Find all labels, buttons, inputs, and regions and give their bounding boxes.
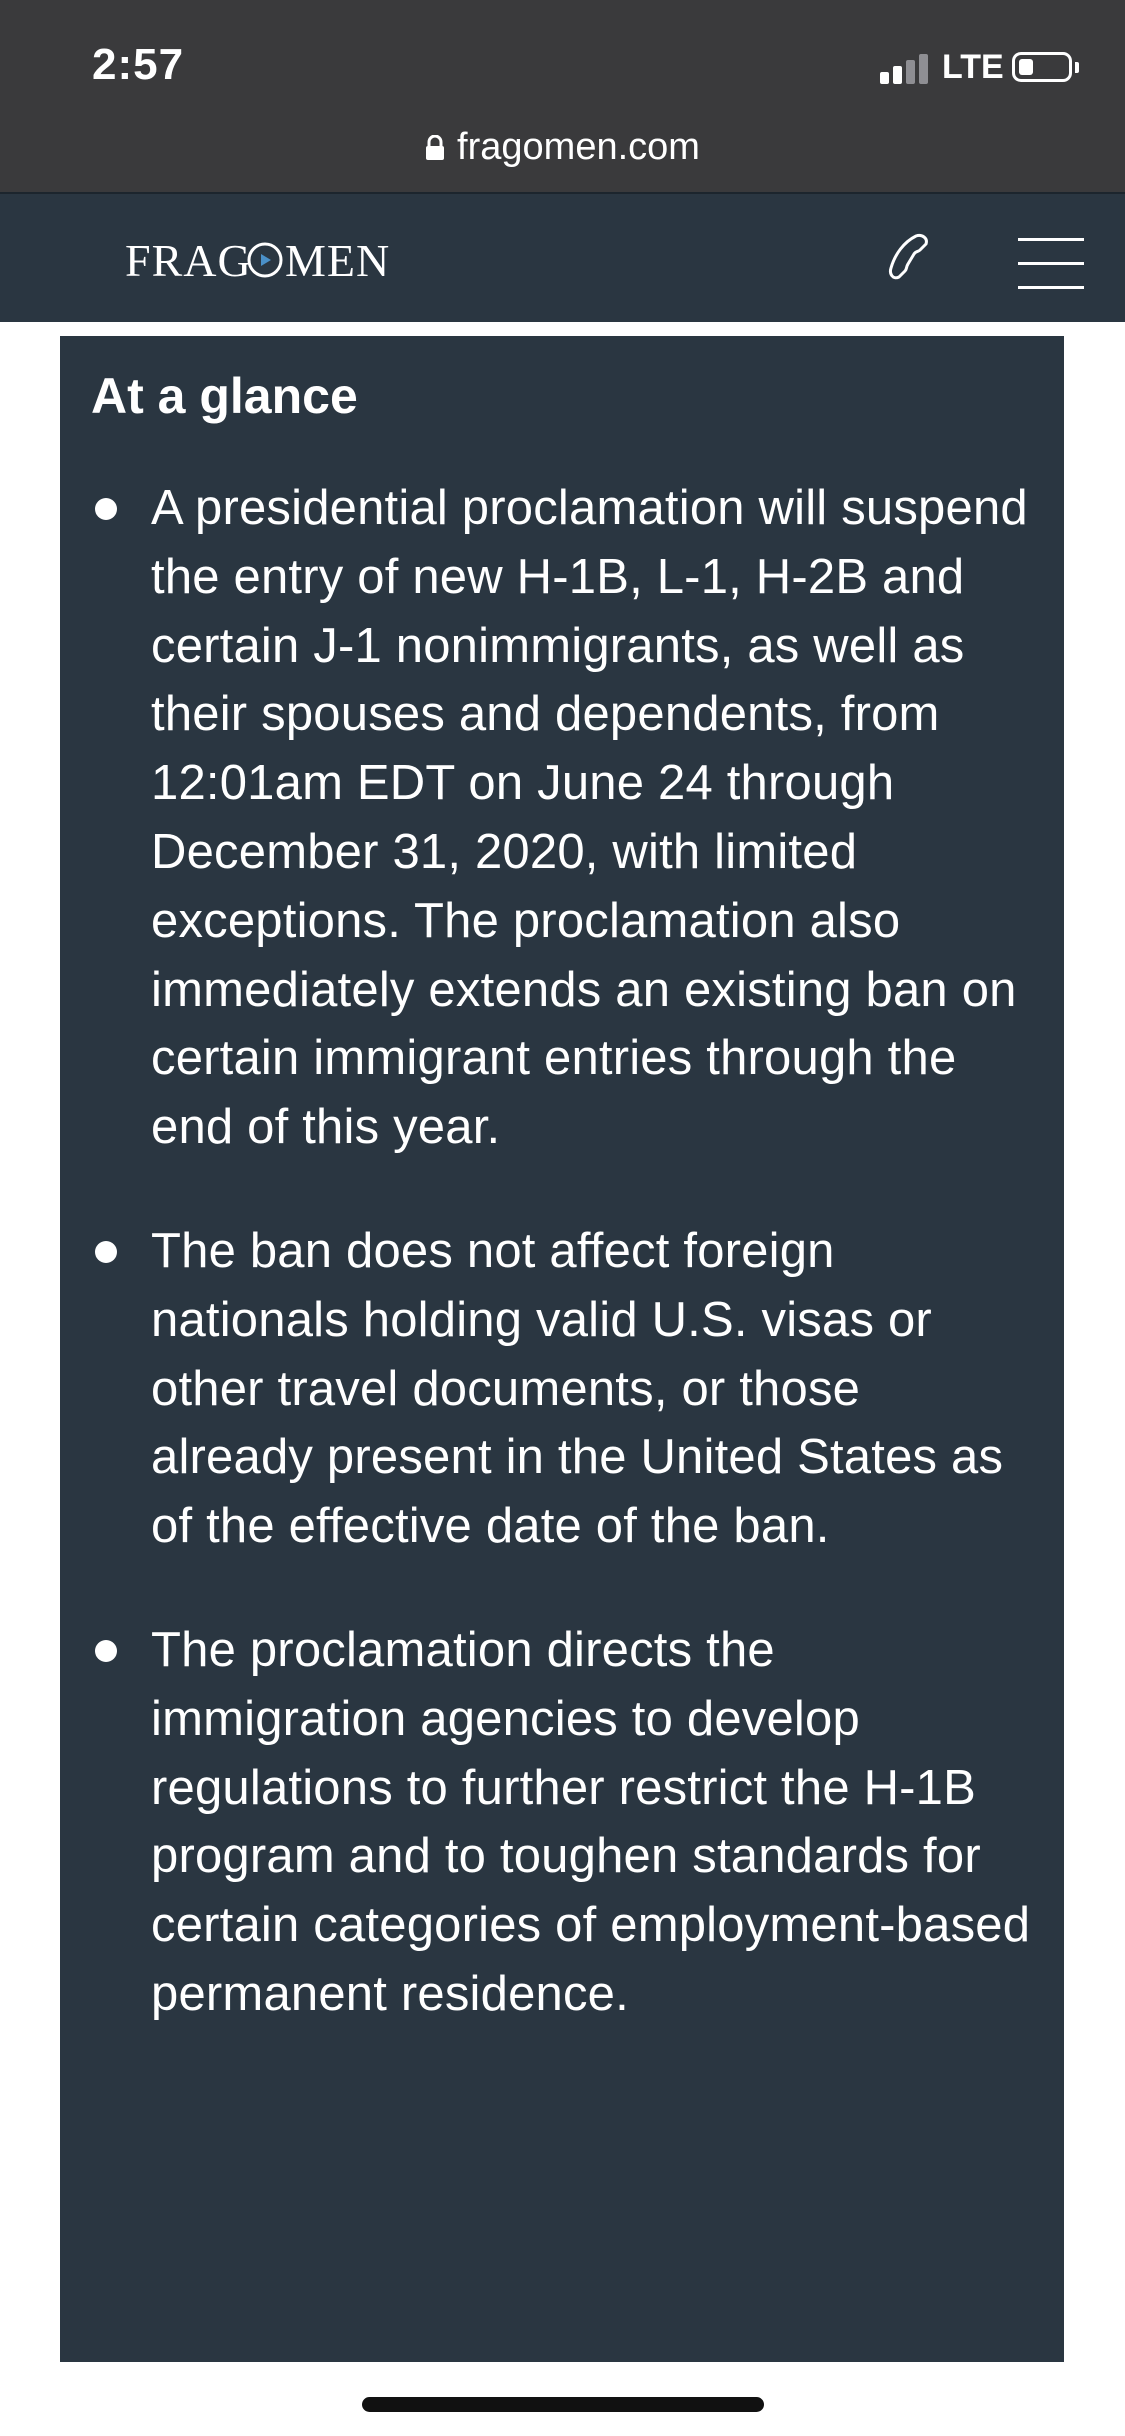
bullet-dot-icon bbox=[95, 1241, 117, 1263]
bullet-dot-icon bbox=[95, 1640, 117, 1662]
summary-item bbox=[91, 1217, 1032, 1561]
summary-item-text: A presidential proclamation will suspend the entry of new H-1B, L-1, H-2B and certain J-1 nonimmigrants, as well as their spouses and dependents, from 12:01am EDT on June 24 through December 31, 2020, with limited exceptions. The proclamation also immediately extends an existing ban on certain immigrant entries through the end of this year. bbox=[151, 481, 1028, 1155]
status-time: 2:57 bbox=[92, 40, 185, 89]
url-text: fragomen.com bbox=[457, 126, 700, 168]
summary-item-text: The ban does not affect foreign nationals holding valid U.S. visas or other travel documents, or those already present in the United States as of the effective date of the ban. bbox=[151, 1223, 1004, 1554]
summary-list bbox=[91, 474, 1032, 2029]
hamburger-menu-icon[interactable] bbox=[1018, 238, 1084, 290]
svg-text:MEN: MEN bbox=[285, 235, 391, 286]
address-bar[interactable] bbox=[0, 126, 1125, 169]
home-indicator[interactable] bbox=[362, 2397, 764, 2412]
battery-icon bbox=[1012, 52, 1072, 82]
site-header bbox=[0, 192, 1125, 322]
network-type: LTE bbox=[942, 48, 1004, 86]
svg-text:FRAG: FRAG bbox=[125, 235, 252, 286]
status-bar bbox=[0, 0, 1125, 192]
battery-fill bbox=[1019, 59, 1033, 75]
summary-item bbox=[91, 1616, 1032, 2029]
lock-icon bbox=[425, 128, 445, 154]
phone-icon[interactable] bbox=[886, 230, 936, 286]
fragomen-logo[interactable] bbox=[125, 232, 415, 299]
bullet-dot-icon bbox=[95, 498, 117, 520]
panel-title: At a glance bbox=[91, 368, 358, 424]
summary-item-text: The proclamation directs the immigration agencies to develop regulations to further restrict the H-1B program and to toughen standards for certain categories of employment-based permanent residence. bbox=[151, 1622, 1031, 2021]
summary-item bbox=[91, 474, 1032, 1162]
at-a-glance-panel bbox=[60, 336, 1064, 2362]
battery-tip bbox=[1075, 62, 1079, 73]
cellular-signal-icon bbox=[880, 52, 932, 84]
